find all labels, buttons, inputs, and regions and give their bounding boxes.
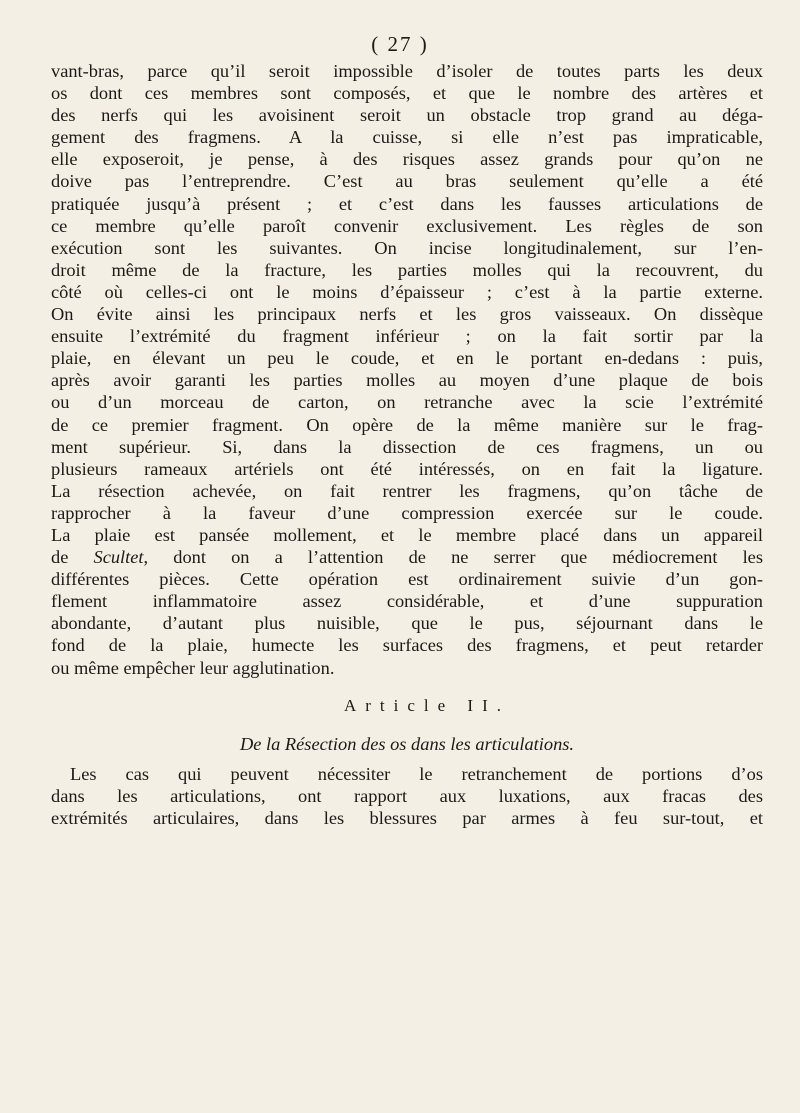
text-line: vant-bras, parce qu’il seroit impossible d’isoler de toutes parts les deux xyxy=(51,61,763,81)
text-line: dans les articulations, ont rapport aux luxations, aux fracas des xyxy=(51,785,763,806)
text-line: ment supérieur. Si, dans la dissection de ces fragmens, un ou xyxy=(51,436,763,457)
text-line: os dont ces membres sont composés, et que le nombre des artères et xyxy=(51,83,763,104)
paragraph xyxy=(51,60,763,679)
text-line: droit même de la fracture, les parties molles qui la recouvrent, du xyxy=(51,259,763,280)
body-text xyxy=(51,60,763,829)
text-line: plusieurs rameaux artériels ont été intéressés, on en fait la ligature. xyxy=(51,458,763,479)
text-line: ou même empêcher leur agglutination. xyxy=(51,657,335,678)
text-line: La résection achevée, on fait rentrer les fragmens, qu’on tâche de xyxy=(51,480,763,501)
article-heading: Article II. xyxy=(343,695,511,715)
text-line: gement des fragmens. A la cuisse, si elle n’est pas impraticable, xyxy=(51,127,763,148)
article-subheading: De la Résection des os dans les articulations. xyxy=(239,733,575,754)
text-line: côté où celles-ci ont le moins d’épaisseur ; c’est à la partie externe. xyxy=(51,281,763,302)
text-line: fond de la plaie, humecte les surfaces des fragmens, et peut retarder xyxy=(51,635,763,656)
text-line: pratiquée jusqu’à présent ; et c’est dans les fausses articulations de xyxy=(51,193,763,214)
text-line: elle exposeroit, je pense, à des risques assez grands pour qu’on ne xyxy=(51,149,763,170)
text-line: ce membre qu’elle paroît convenir exclusivement. Les règles de son xyxy=(51,215,763,236)
text-fragment: de xyxy=(51,547,94,568)
text-fragment: , dont on a l’attention de ne serrer que médiocrement les xyxy=(143,547,763,568)
text-line: abondante, d’autant plus nuisible, que le pus, séjournant dans le xyxy=(51,613,763,634)
text-line: ou d’un morceau de carton, on retranche avec la scie l’extrémité xyxy=(51,392,763,413)
paragraph xyxy=(51,763,763,829)
text-line: Les cas qui peuvent nécessiter le retranchement de portions d’os xyxy=(70,763,763,784)
text-line-with-italic xyxy=(51,546,763,568)
text-line: exécution sont les suivantes. On incise longitudinalement, sur l’en- xyxy=(51,237,763,258)
text-line: de ce premier fragment. On opère de la même manière sur le frag- xyxy=(51,414,763,435)
text-line: On évite ainsi les principaux nerfs et les gros vaisseaux. On dissèque xyxy=(51,304,763,325)
text-line: après avoir garanti les parties molles au moyen d’une plaque de bois xyxy=(51,370,763,391)
text-line: flement inflammatoire assez considérable, et d’une suppuration xyxy=(51,591,763,612)
text-line: ensuite l’extrémité du fragment inférieur ; on la fait sortir par la xyxy=(51,326,763,347)
text-line: La plaie est pansée mollement, et le membre placé dans un appareil xyxy=(51,524,763,545)
text-line: des nerfs qui les avoisinent seroit un obstacle trop grand au déga- xyxy=(51,105,763,126)
text-line: extrémités articulaires, dans les blessures par armes à feu sur-tout, et xyxy=(51,807,763,828)
text-line: différentes pièces. Cette opération est ordinairement suivie d’un gon- xyxy=(51,569,763,590)
text-line: plaie, en élevant un peu le coude, et en le portant en-dedans : puis, xyxy=(51,348,763,369)
italic-name: Scultet xyxy=(93,547,144,568)
text-line: rapprocher à la faveur d’une compression exercée sur le coude. xyxy=(51,502,763,523)
page-number: ( 27 ) xyxy=(371,32,429,56)
text-line: doive pas l’entreprendre. C’est au bras seulement qu’elle a été xyxy=(51,171,763,192)
